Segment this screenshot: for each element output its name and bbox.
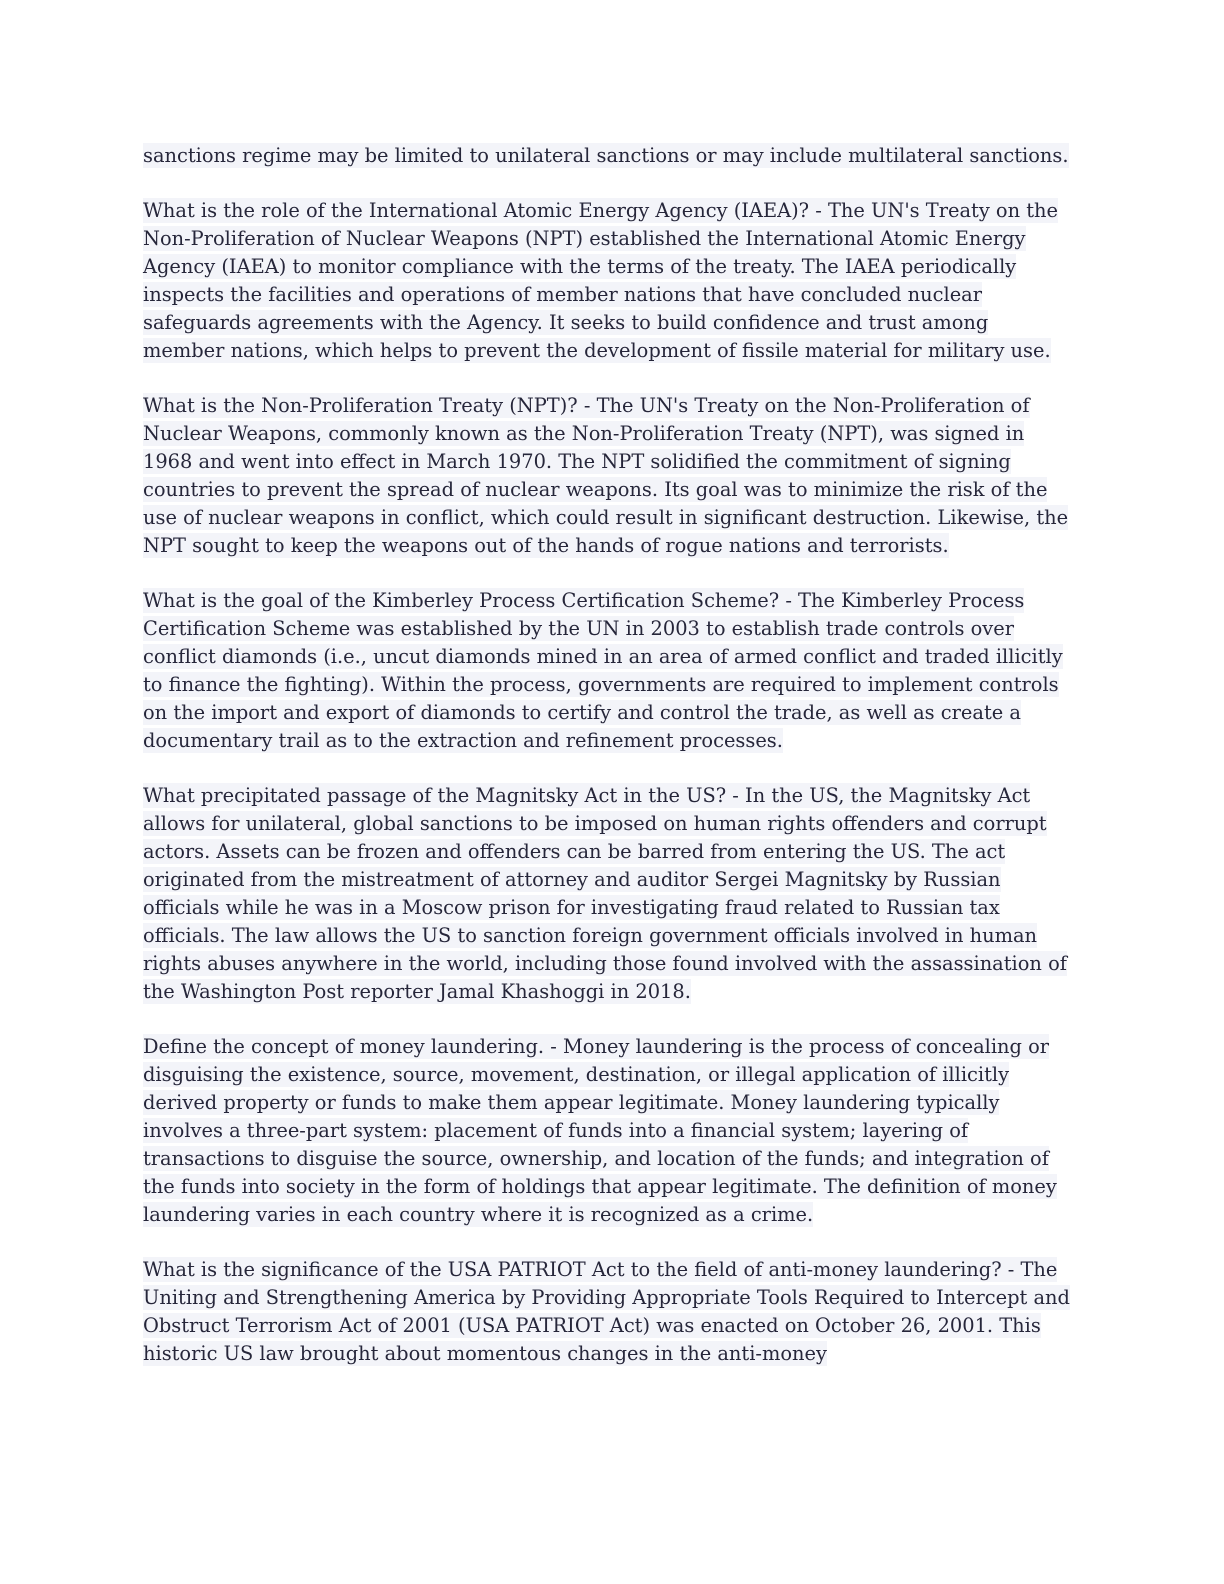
- qa-separator: -: [577, 394, 597, 417]
- answer-text: Money laundering is the process of concealing or disguising the existence, source, movement, destination, or illegal application of illicitly derived property or funds to make them appear legitimate. Money laundering typically involves a three-part system: placement of funds into a financial system; layering of transactions to disguise the source, ownership, and location of the funds; and integration of the funds into society in the form of holdings that appear legitimate. The definition of money laundering varies in each country where it is recognized as a crime.: [143, 1035, 1057, 1226]
- answer-text: In the US, the Magnitsky Act allows for unilateral, global sanctions to be imposed on human rights offenders and corrupt actors. Assets can be frozen and offenders can be barred from entering the US. The act originated from the mistreatment of attorney and auditor Sergei Magnitsky by Russian officials while he was in a Moscow prison for investigating fraud related to Russian tax officials. The law allows the US to sanction foreign government officials involved in human rights abuses anywhere in the world, including those found involved with the assassination of the Washington Post reporter Jamal Khashoggi in 2018.: [143, 784, 1067, 1003]
- question-text: What is the goal of the Kimberley Process Certification Scheme?: [143, 589, 780, 612]
- question-text: What precipitated passage of the Magnitsky Act in the US?: [143, 784, 727, 807]
- document-body: [143, 142, 1075, 1368]
- qa-kimberley-process: [143, 587, 1075, 755]
- qa-money-laundering: [143, 1033, 1075, 1229]
- question-text: What is the Non-Proliferation Treaty (NPT)?: [143, 394, 578, 417]
- question-text: What is the role of the International Atomic Energy Agency (IAEA)?: [143, 199, 810, 222]
- answer-text: The Uniting and Strengthening America by Providing Appropriate Tools Required to Intercept and Obstruct Terrorism Act of 2001 (USA PATRIOT Act) was enacted on October 26, 2001. This historic US law brought about momentous changes in the anti-money: [143, 1258, 1070, 1365]
- paragraph-sanctions-continued: [143, 142, 1075, 170]
- qa-usa-patriot-act: [143, 1256, 1075, 1368]
- qa-separator: -: [726, 784, 746, 807]
- answer-text: The UN's Treaty on the Non-Proliferation of Nuclear Weapons, commonly known as the Non-Proliferation Treaty (NPT), was signed in 1968 and went into effect in March 1970. The NPT solidified the commitment of signing countries to prevent the spread of nuclear weapons. Its goal was to minimize the risk of the use of nuclear weapons in conflict, which could result in significant destruction. Likewise, the NPT sought to keep the weapons out of the hands of rogue nations and terrorists.: [143, 394, 1069, 557]
- qa-separator: -: [1001, 1258, 1021, 1281]
- qa-npt: [143, 392, 1075, 560]
- qa-separator: -: [809, 199, 828, 222]
- paragraph-text: sanctions regime may be limited to unilateral sanctions or may include multilateral sanctions.: [143, 144, 1069, 167]
- question-text: Define the concept of money laundering.: [143, 1035, 545, 1058]
- answer-text: The Kimberley Process Certification Scheme was established by the UN in 2003 to establish trade controls over conflict diamonds (i.e., uncut diamonds mined in an area of armed conflict and traded illicitly to finance the fighting). Within the process, governments are required to implement controls on the import and export of diamonds to certify and control the trade, as well as create a documentary trail as to the extraction and refinement processes.: [143, 589, 1063, 752]
- answer-text: The UN's Treaty on the Non-Proliferation of Nuclear Weapons (NPT) established the International Atomic Energy Agency (IAEA) to monitor compliance with the terms of the treaty. The IAEA periodically inspects the facilities and operations of member nations that have concluded nuclear safeguards agreements with the Agency. It seeks to build confidence and trust among member nations, which helps to prevent the development of fissile material for military use.: [143, 199, 1059, 362]
- qa-iaea-role: [143, 197, 1075, 365]
- qa-magnitsky-act: [143, 782, 1075, 1006]
- qa-separator: -: [779, 589, 799, 612]
- question-text: What is the significance of the USA PATRIOT Act to the field of anti-money laundering?: [143, 1258, 1002, 1281]
- qa-separator: -: [544, 1035, 563, 1058]
